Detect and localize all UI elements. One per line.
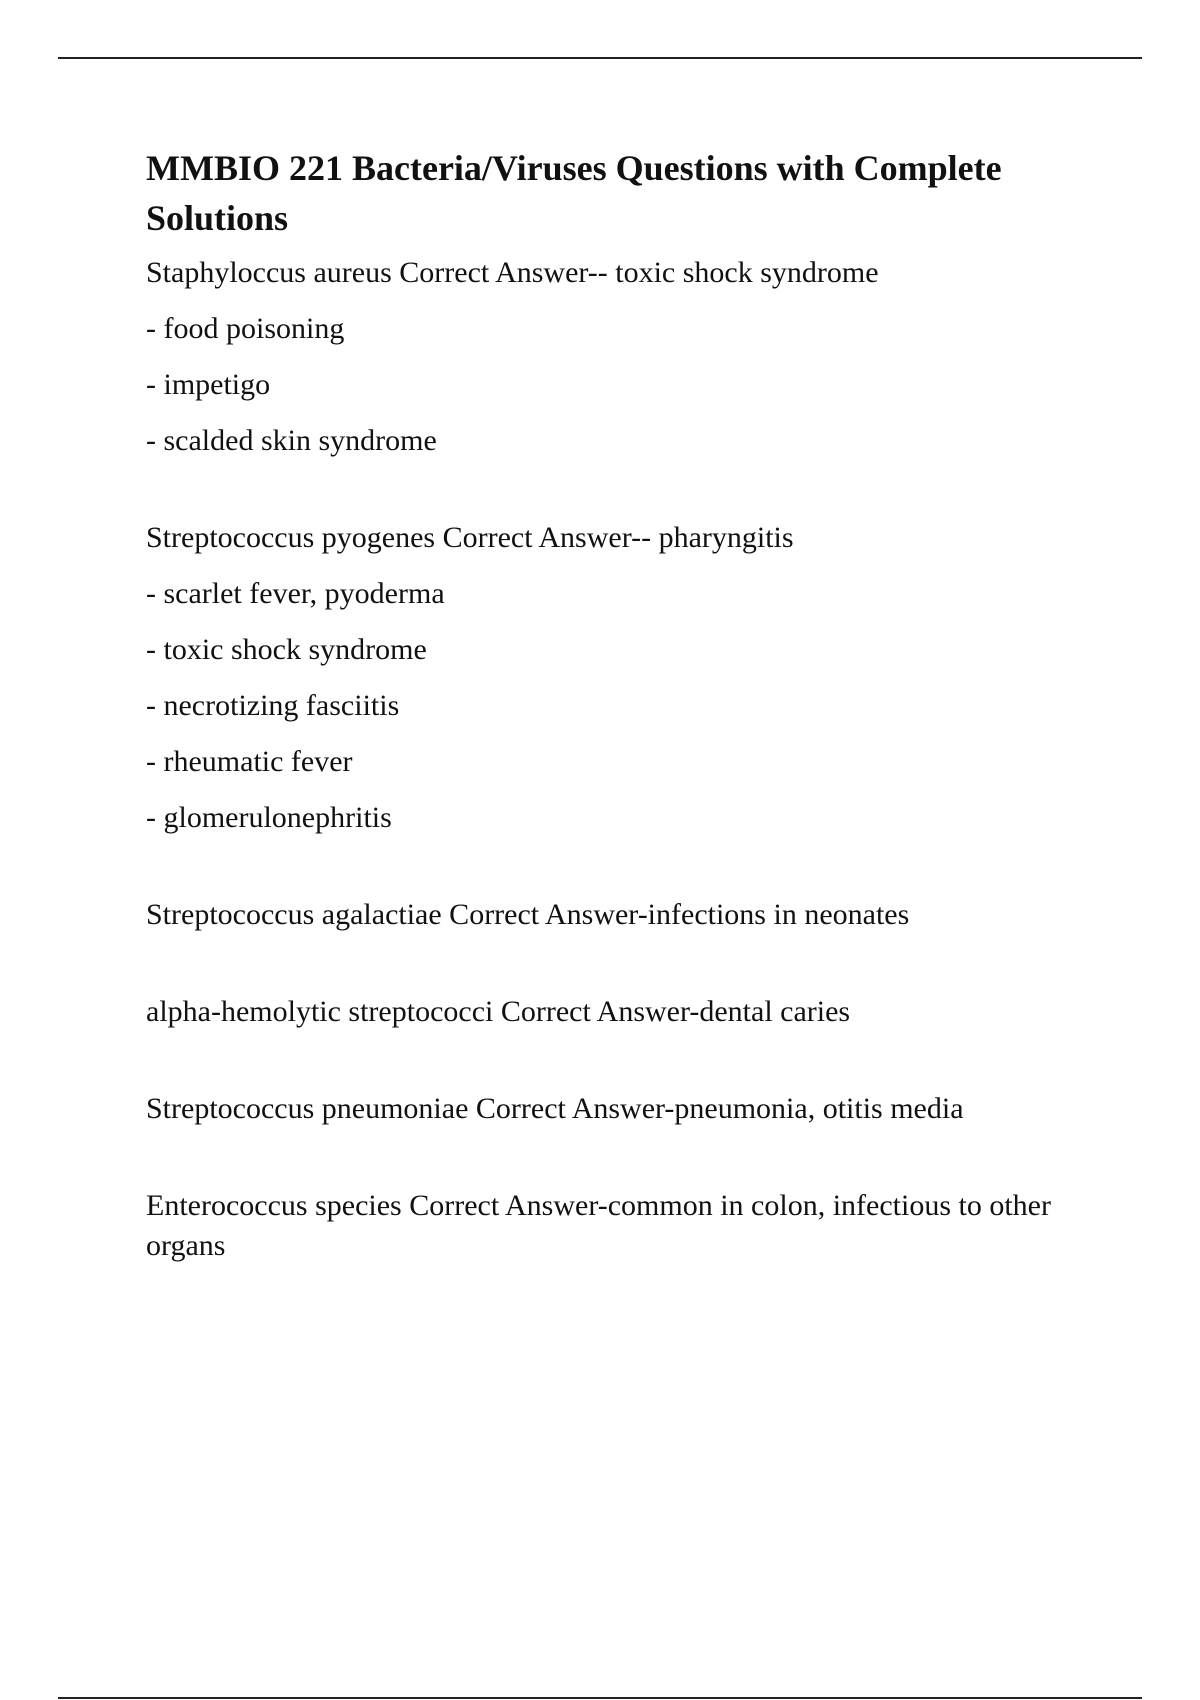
entry-answer-line: - impetigo <box>146 368 271 401</box>
entry-question-line: Streptococcus pyogenes Correct Answer-- pharyngitis <box>146 521 794 554</box>
top-divider <box>58 57 1142 59</box>
entry-answer-line: - rheumatic fever <box>146 745 353 778</box>
entry-answer-line: - scalded skin syndrome <box>146 424 437 457</box>
entry-question-line: Enterococcus species Correct Answer-common in colon, infectious to other organs <box>146 1189 1051 1262</box>
document-body <box>146 143 1076 1266</box>
document-title: MMBIO 221 Bacteria/Viruses Questions with Complete Solutions <box>146 148 1002 238</box>
entry-enterococcus-species <box>146 1186 1076 1266</box>
bottom-divider <box>58 1697 1142 1699</box>
entry-answer-line: - glomerulonephritis <box>146 801 392 834</box>
entry-question-line: alpha-hemolytic streptococci Correct Answer-dental caries <box>146 995 851 1028</box>
entry-question-line: Streptococcus pneumoniae Correct Answer-pneumonia, otitis media <box>146 1092 964 1125</box>
entry-question-line: Streptococcus agalactiae Correct Answer-infections in neonates <box>146 898 910 931</box>
entry-streptococcus-pneumoniae <box>146 1089 1076 1129</box>
entry-answer-line: - food poisoning <box>146 312 345 345</box>
entry-answer-line: - necrotizing fasciitis <box>146 689 400 722</box>
entry-answer-line: - toxic shock syndrome <box>146 633 427 666</box>
entry-streptococcus-pyogenes <box>146 518 1076 838</box>
entry-answer-line: - scarlet fever, pyoderma <box>146 577 445 610</box>
entry-streptococcus-agalactiae <box>146 895 1076 935</box>
entry-staphylococcus-aureus <box>146 253 1076 461</box>
entry-alpha-hemolytic-streptococci <box>146 992 1076 1032</box>
entry-question-line: Staphyloccus aureus Correct Answer-- toxic shock syndrome <box>146 256 879 289</box>
